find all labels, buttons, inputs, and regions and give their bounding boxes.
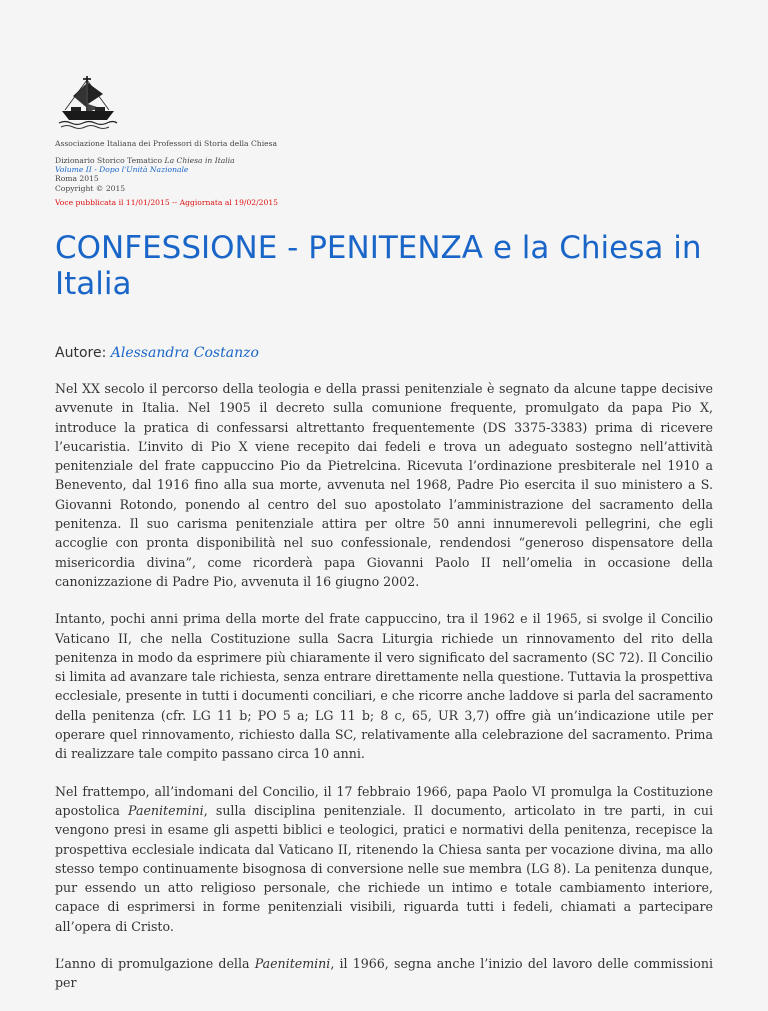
dictionary-info: [55, 156, 235, 193]
publication-date: Voce pubblicata il 11/01/2015 -- Aggiornata al 19/02/2015: [55, 198, 279, 207]
author-label: Autore:: [55, 345, 111, 361]
dictionary-title: La Chiesa in Italia: [164, 156, 235, 165]
paragraph: [55, 782, 713, 936]
paragraph: [55, 954, 713, 993]
paragraph-text: , il 1966, segna anche l’inizio del lavoro delle commissioni per: [55, 956, 713, 991]
author-line: [55, 345, 259, 361]
author-name-link[interactable]: Alessandra Costanzo: [110, 345, 259, 361]
volume-link[interactable]: Volume II - Dopo l'Unità Nazionale: [55, 165, 189, 175]
paragraph-text: Nel frattempo, all’indomani del Concilio, il 17 febbraio 1966, papa Paolo VI promulga la Costituzione apostolica: [55, 783, 713, 818]
association-name: Associazione Italiana dei Professori di Storia della Chiesa: [55, 139, 278, 148]
place-year: Roma 2015: [55, 174, 99, 184]
dictionary-prefix: Dizionario Storico Tematico: [55, 156, 165, 165]
document-title: Paenitemini: [128, 802, 204, 818]
paragraph-text: L’anno di promulgazione della: [55, 956, 255, 972]
article-body: [55, 379, 713, 1011]
paragraph: Intanto, pochi anni prima della morte del frate cappuccino, tra il 1962 e il 1965, si svolge il Concilio Vaticano II, che nella Costituzione sulla Sacra Liturgia richiede un rinnovamento del rito della penitenza in modo da esprimere più chiaramente il vero significato del sacramento (SC 72). Il Concilio si limita ad avanzare tale richiesta, senza entrare direttamente nella questione. Tuttavia la prospettiva ecclesiale, presente in tutti i documenti conciliari, e che ricorre anche laddove si parla del sacramento della penitenza (cfr. LG 11 b; PO 5 a; LG 11 b; 8 c, 65, UR 3,7) offre già un’indicazione utile per operare quel rinnovamento, richiesto dalla SC, relativamente alla celebrazione del sacramento. Prima di realizzare tale compito passano circa 10 anni.: [55, 611, 713, 762]
document-title: Paenitemini: [254, 956, 331, 972]
ship-logo-icon: [57, 74, 119, 130]
dictionary-line: [55, 156, 235, 165]
page-title: CONFESSIONE - PENITENZA e la Chiesa in Italia: [55, 230, 702, 302]
copyright: Copyright © 2015: [55, 183, 126, 193]
paragraph: Nel XX secolo il percorso della teologia e della prassi penitenziale è segnato da alcune tappe decisive avvenute in Italia. Nel 1905 il decreto sulla comunione frequente, promulgato da papa Pio X, introduce la pratica di confessarsi altrettanto frequentemente (DS 3375-3383) prima di ricevere l’eucaristia. L’invito di Pio X viene recepito dai fedeli e trova un adeguato sostegno nell’attività penitenziale del frate cappuccino Pio da Pietrelcina. Ricevuta l’ordinazione presbiterale nel 1910 a Benevento, dal 1916 fino alla sua morte, avvenuta nel 1968, Padre Pio esercita il suo ministero a S. Giovanni Rotondo, ponendo al centro del suo apostolato l’amministrazione del sacramento della penitenza. Il suo carisma penitenziale attira per oltre 50 anni innumerevoli pellegrini, che egli accoglie con pronta disponibilità nel suo confessionale, rendendosi “generoso dispensatore della misericordia divina”, come ricorderà papa Giovanni Paolo II nell’omelia in occasione della canonizzazione di Padre Pio, avvenuta il 16 giugno 2002.: [55, 381, 713, 589]
paragraph-text: , sulla disciplina penitenziale. Il documento, articolato in tre parti, in cui vengono presi in esame gli aspetti biblici e teologici, pratici e normativi della penitenza, recepisce la prospettiva ecclesiale indicata dal Vaticano II, ritenendo la Chiesa santa per vocazione divina, ma allo stesso tempo continuamente bisognosa di conversione nelle sue membra (LG 8). La penitenza dunque, pur essendo un atto religioso personale, che richiede un intimo e totale cambiamento interiore, capace di esprimersi in forme penitenziali visibili, riguarda tutti i fedeli, chiamati a partecipare all’opera di Cristo.: [55, 802, 713, 934]
